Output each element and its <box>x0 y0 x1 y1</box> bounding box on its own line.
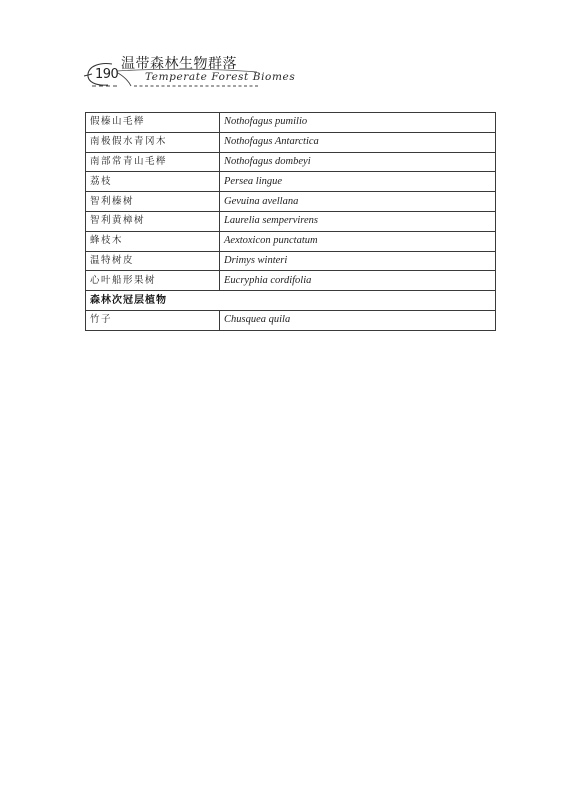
common-name-cell: 蜂枝木 <box>86 231 220 251</box>
common-name-cell: 智利榛树 <box>86 192 220 212</box>
common-name-cell: 心叶船形果树 <box>86 271 220 291</box>
running-header <box>0 0 570 100</box>
latin-name-cell: Laurelia sempervirens <box>220 211 496 231</box>
latin-name-cell: Gevuina avellana <box>220 192 496 212</box>
page-number: 190 <box>95 67 119 82</box>
header-title-chinese: 温带森林生物群落 <box>121 56 237 72</box>
table-row <box>86 113 496 133</box>
common-name-cell: 南部常青山毛榉 <box>86 152 220 172</box>
section-heading-cell: 森林次冠层植物 <box>86 291 496 311</box>
common-name-cell: 假榛山毛榉 <box>86 113 220 133</box>
common-name-cell: 温特树皮 <box>86 251 220 271</box>
common-name-cell: 南极假水青冈木 <box>86 132 220 152</box>
table-section-row <box>86 291 496 311</box>
common-name-cell: 竹子 <box>86 310 220 330</box>
common-name-cell: 荔枝 <box>86 172 220 192</box>
latin-name-cell: Drimys winteri <box>220 251 496 271</box>
common-name-cell: 智利黄樟树 <box>86 211 220 231</box>
species-table <box>85 112 496 331</box>
header-ornament-icon <box>0 0 570 100</box>
latin-name-cell: Nothofagus dombeyi <box>220 152 496 172</box>
table-row <box>86 152 496 172</box>
latin-name-cell: Eucryphia cordifolia <box>220 271 496 291</box>
latin-name-cell: Nothofagus Antarctica <box>220 132 496 152</box>
latin-name-cell: Nothofagus pumilio <box>220 113 496 133</box>
table-row <box>86 231 496 251</box>
table-row <box>86 172 496 192</box>
latin-name-cell: Chusquea quila <box>220 310 496 330</box>
table-row <box>86 211 496 231</box>
table-row <box>86 132 496 152</box>
table-row <box>86 251 496 271</box>
latin-name-cell: Aextoxicon punctatum <box>220 231 496 251</box>
latin-name-cell: Persea lingue <box>220 172 496 192</box>
header-title-english: Temperate Forest Biomes <box>145 71 296 83</box>
table-row <box>86 271 496 291</box>
table-row <box>86 310 496 330</box>
table-row <box>86 192 496 212</box>
